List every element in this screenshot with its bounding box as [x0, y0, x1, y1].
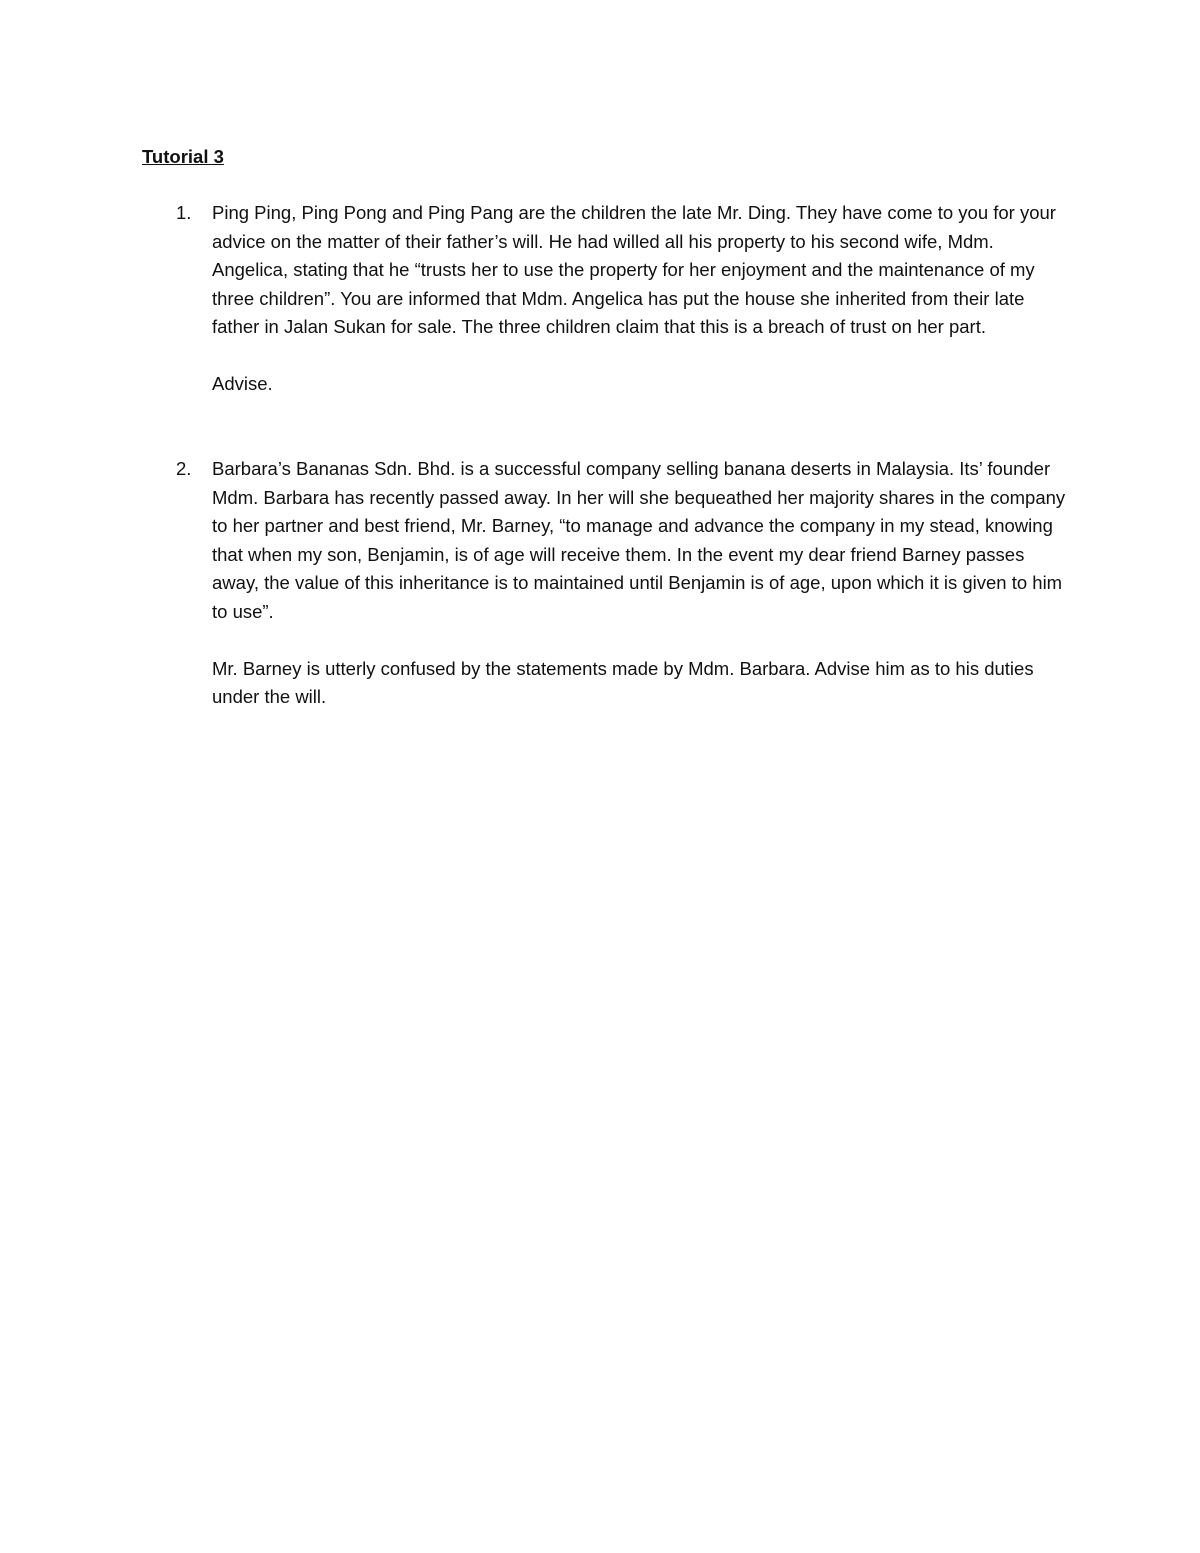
question-paragraph: Barbara’s Bananas Sdn. Bhd. is a successful company selling banana deserts in Malaysia. Its’ founder Mdm. Barbara has recently passed away. In her will she bequeathed her majority shares in the company to her partner and best friend, Mr. Barney, “to manage and advance the company in my stead, knowing that when my son, Benjamin, is of age will receive them. In the event my dear friend Barney passes away, the value of this inheritance is to maintained until Benjamin is of age, upon which it is given to him to use”.: [212, 458, 1066, 622]
question-number: 1.: [176, 202, 192, 223]
question-body: [212, 455, 1067, 712]
question-number: 2.: [176, 458, 192, 479]
question-paragraph: Ping Ping, Ping Pong and Ping Pang are the children the late Mr. Ding. They have come to you for your advice on the matter of their father’s will. He had willed all his property to his second wife, Mdm. Angelica, stating that he “trusts her to use the property for her enjoyment and the maintenance of my three children”. You are informed that Mdm. Angelica has put the house she inherited from their late father in Jalan Sukan for sale. The three children claim that this is a breach of trust on her part.: [212, 202, 1056, 337]
document-title: Tutorial 3: [142, 146, 224, 167]
question-body: [212, 199, 1067, 399]
question-instruction: Advise.: [212, 373, 273, 394]
question-instruction: Mr. Barney is utterly confused by the statements made by Mdm. Barbara. Advise him as to his duties under the will.: [212, 657, 1034, 707]
